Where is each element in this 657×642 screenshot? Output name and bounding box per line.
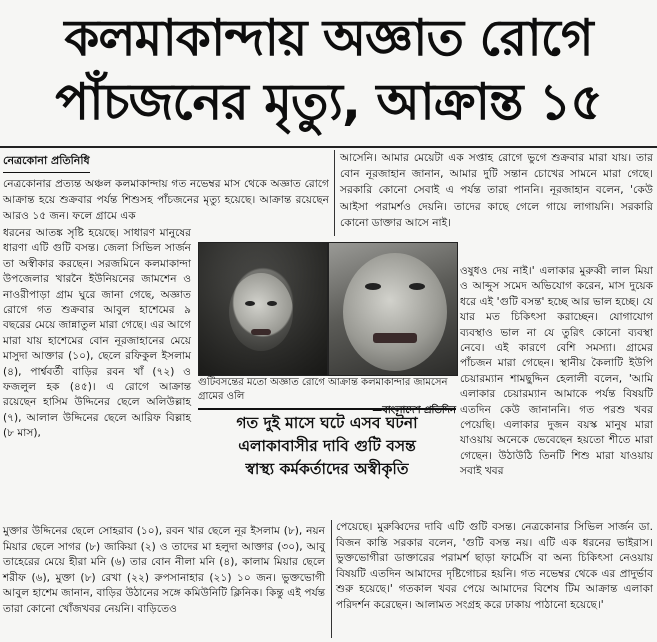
column-divider: [334, 150, 335, 236]
article-paragraph-right-top: আসেনি। আমার মেয়েটা এক সপ্তাহ রোগে ভুগে শুক্রবার মারা যায়। তার বোন নূরজাহান জানান, আমার দুটি সন্তান চোখের সামনে মারা গেছে। সরকারি কোনো সেবাই এ পর্যন্ত তারা পাননি। নূরজাহান বলেন, 'কেউ আইসা পরামর্শও দেয়নি। তাদের কাছে গেলে গায়ে লাগায়নি। সরকারি কোনো ডাক্তার আসে নাই।: [340, 152, 653, 229]
headline-rule: [0, 146, 657, 148]
pull-quote: [198, 408, 456, 481]
closeup-face: [343, 253, 447, 371]
article-paragraph-left-top: নেত্রকোনার প্রত্যন্ত অঞ্চল কলমাকান্দায় গত নভেম্বর মাস থেকে অজ্ঞাত রোগে আক্রান্ত হয়ে শুক্রবার পর্যন্ত শিশুসহ পাঁচজনের মৃত্যু হয়েছে। আক্রান্ত রয়েছেন আরও ১৫ জন। ফলে গ্রামে এক: [3, 178, 329, 223]
photo-child: [198, 242, 328, 376]
headline-line-2: পাঁচজনের মৃত্যু, আক্রান্ত ১৫: [55, 73, 602, 131]
article-column-right: [460, 264, 653, 480]
article-paragraph-right-narrow: ওষুধও দেয় নাই।' এলাকার মুরুব্বী লাল মিয়া ও আব্দুস সমেদ অভিযোগ করেন, মাস দুয়েক ধরে এই 'গুটি বসন্ত' হচ্ছে আর ভাল হচ্ছে। যে যার মত চিকিৎসা করাচ্ছেন। যোগাযোগ ব্যবস্থাও ভাল না যে তুরিৎ কোনো ব্যবস্থা নেবে। এই কারণে বেশি সমস্যা। গ্রামের পাঁচজন মারা গেছেন। স্থানীয় কৈলাটি ইউপি চেয়ারম্যান শামছুদ্দিন হেলালী বলেন, 'আমি এলাকার চেয়ারম্যান আমাকে পর্যন্ত বিষয়টি এতদিন কেউ জানাননি। গত পরশু খবর পেয়েছি। এলাকার দুজন বয়স্ক মানুষ মারা যাওয়ায় অনেকে ভেবেছেন হয়তো শীতে মারা গেছেন। উঠাউঠি তিনটি শিশু মারা যাওয়ায় সবাই খবর: [460, 265, 653, 478]
pull-quote-line-1: গত দুই মাসে ঘটে এসব ঘটনা: [236, 414, 418, 432]
article-intro: [3, 176, 329, 225]
byline: নেত্রকোনা প্রতিনিধি: [3, 152, 90, 173]
article-column-bottom-left: [3, 524, 325, 618]
scarf-shading: [199, 243, 327, 375]
article-column-right-top: [340, 150, 653, 231]
article-paragraph-bottom-right: পেয়েছে। মুরুব্বিদের দাবি এটি গুটি বসন্ত। নেত্রকোনার সিভিল সার্জন ডা. বিজন কান্তি সরকার বলেন, 'গুটি বসন্ত নয়। এটি এক ধরনের ভাইরাস। ভুক্তভোগীরা ডাক্তারের পরামর্শ ছাড়া ফার্মেসি বা অন্য চিকিৎসা নেওয়ায় বিষয়টি এতদিন আমাদের দৃষ্টিগোচর হয়নি। গত নভেম্বর থেকে এর প্রাদুর্ভাব শুরু হয়েছে।' গতকাল খবর পেয়ে আমাদের বিশেষ টিম আক্রান্ত এলাকা পরিদর্শন করেছেন। আলামত সংগ্রহ করে ঢাকায় পাঠানো হয়েছে।': [336, 521, 653, 611]
caption-text: গুটিবসন্তের মতো অজ্ঞাত রোগে আক্রান্ত কলমাকান্দার জামসেন গ্রামের ওলি: [198, 377, 448, 402]
headline-line-1: কলমাকান্দায় অজ্ঞাত রোগে: [64, 9, 593, 67]
photo-closeup: [328, 242, 458, 376]
bottom-column-divider: [331, 520, 332, 638]
headline: [0, 6, 657, 134]
pull-quote-line-2: এলাকাবাসীর দাবি গুটি বসন্ত: [238, 437, 416, 455]
caption-credit: —বাংলাদেশ প্রতিদিন: [372, 405, 456, 416]
article-paragraph-left-narrow: ধরনের আতঙ্ক সৃষ্টি হয়েছে। সাধারণ মানুষের ধারণা এটি গুটি বসন্ত। জেলা সিভিল সার্জন তা অস্বীকার করছেন। সরজমিনে কলমাকান্দা উপজেলার খারনৈ ইউনিয়নের জামশেন ও নাওরীপাড়া গ্রাম ঘুরে জানা গেছে, অজ্ঞাত রোগে গত শুক্রবার আবুল হাশেমের ৯ বছরের মেয়ে জান্নাতুল মারা গেছে। এর আগে মারা যায় হাশেমের বোন নূরজাহানের মেয়ে মাসুদা আক্তার (১০), ছেলে রফিকুল ইসলাম (৪), পার্শ্ববর্তী বাড়ির রবন খাঁ (৭২) ও ফজলুল হক (৪৫)। এ রোগে আক্রান্ত রয়েছেন হাসিম উদ্দিনের ছেলে অলিউল্লাহ (৭), আলাল উদ্দিনের ছেলে আরিফ বিল্লাহ (৮ মাস),: [3, 227, 191, 440]
pull-quote-line-3: স্বাস্থ্য কর্মকর্তাদের অস্বীকৃতি: [245, 460, 409, 478]
article-column-bottom-right: [336, 520, 653, 614]
article-paragraph-bottom-left: মুক্তার উদ্দিনের ছেলে সোহরাব (১০), রবন খার ছেলে নূর ইসলাম (৮), নয়ন মিয়ার ছেলে সাগর (৮) জাকিয়া (২) ও তাদের মা হলুদা আক্তার (৩০), আবু তাহেরের মেয়ে হীরা মনি (৬) তার বোন নীলা মনি (৪), কালাম মিয়ার ছেলে শরীফ (৬), মুক্তা (৮) রেখা (২২) রুপসানাহার (২১) ১০ জন। ভুক্তভোগী আবুল হাশেম জানান, বাড়ির উঠানের সঙ্গে কমিউনিটি ক্লিনিক। কিন্তু এই পর্যন্ত তারা কোনো খোঁজখবর নেয়নি। বাড়িতেও: [3, 525, 325, 615]
article-column-left: [3, 226, 191, 442]
